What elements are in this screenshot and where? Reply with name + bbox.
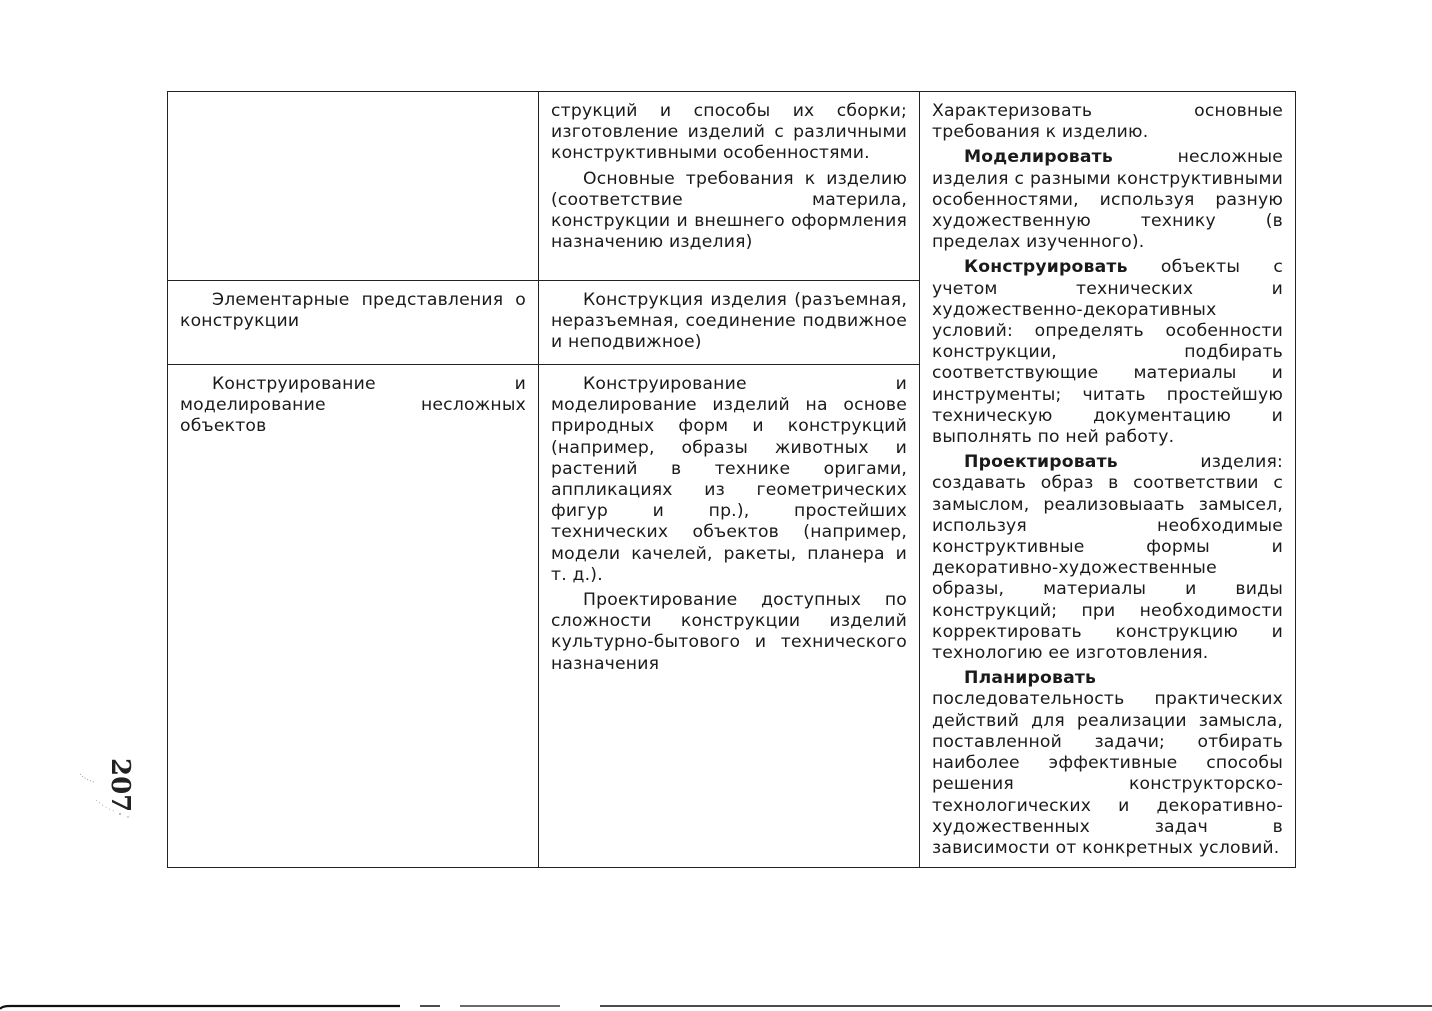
scan-noise-decoration: [76, 760, 136, 820]
topic-text: Конструирование и моделирование несложных объектов: [180, 374, 526, 437]
activity-item: [932, 452, 1283, 664]
activity-item: [932, 257, 1283, 448]
content-paragraph: Проектирование доступных по сложности конструкции изделий культурно-бытового и технического назначения: [551, 590, 907, 674]
topic-text: Элементарные представления о конструкции: [180, 290, 526, 332]
content-paragraph: струкций и способы их сборки; изготовление изделий с различными конструктивными особенностями.: [551, 101, 907, 164]
content-paragraph: Основные требования к изделию (соответствие материла, конструкции и внешнего оформления назначению изделия): [551, 168, 907, 253]
activity-text: последовательность практических действий для реализации замысла, поставленной задачи; отбирать наиболее эффективные способы решения конструкторско-технологических и декоративно-художественных задач в зависимости от конкретных условий.: [932, 689, 1283, 858]
activity-text: изделия: создавать образ в соответствии с замыслом, реализовыаать замысел, используя необходимые конструктивные формы и декоративно-художественные образы, материалы и виды конструкций; при необходимости корректировать конструкцию и технологию ее изготовления.: [932, 452, 1283, 664]
content-paragraph: Конструирование и моделирование изделий на основе природных форм и конструкций (например, образы животных и растений в технике оригами, аппликациях из геометрических фигур и пр.), простейших технических объектов (например, модели качелей, ракеты, планера и т. д.).: [551, 374, 907, 585]
activities-intro: Характеризовать основные требования к изделию.: [932, 101, 1283, 143]
activities-cell: [920, 92, 1296, 868]
activity-verb: Планировать: [964, 668, 1097, 689]
activity-text: объекты с учетом технических и художественно-декоративных условий: определять особенности конструкции, подбирать соответствующие материалы и инструменты; читать простейшую техническую документацию и выполнять по ней работу.: [932, 257, 1283, 448]
curriculum-table: [167, 91, 1296, 868]
content-cell: [539, 281, 920, 365]
activity-verb: Конструировать: [964, 257, 1128, 278]
topic-cell-empty: [168, 92, 539, 281]
topic-cell: [168, 281, 539, 365]
content-paragraph: Конструкция изделия (разъемная, неразъемная, соединение подвижное и неподвижное): [551, 290, 907, 353]
activity-verb: Моделировать: [964, 147, 1113, 168]
activity-verb: Проектировать: [964, 452, 1118, 473]
activity-item: [932, 668, 1283, 859]
content-cell: [539, 365, 920, 868]
activity-item: [932, 147, 1283, 253]
content-cell: [539, 92, 920, 281]
topic-cell: [168, 365, 539, 868]
table-row: [168, 92, 1296, 281]
page-number: 207: [105, 758, 135, 813]
scan-edge-decoration: [0, 1003, 1432, 1011]
activity-text: несложные изделия с разными конструктивными особенностями, используя разную художественную технику (в пределах изученного).: [932, 147, 1283, 253]
